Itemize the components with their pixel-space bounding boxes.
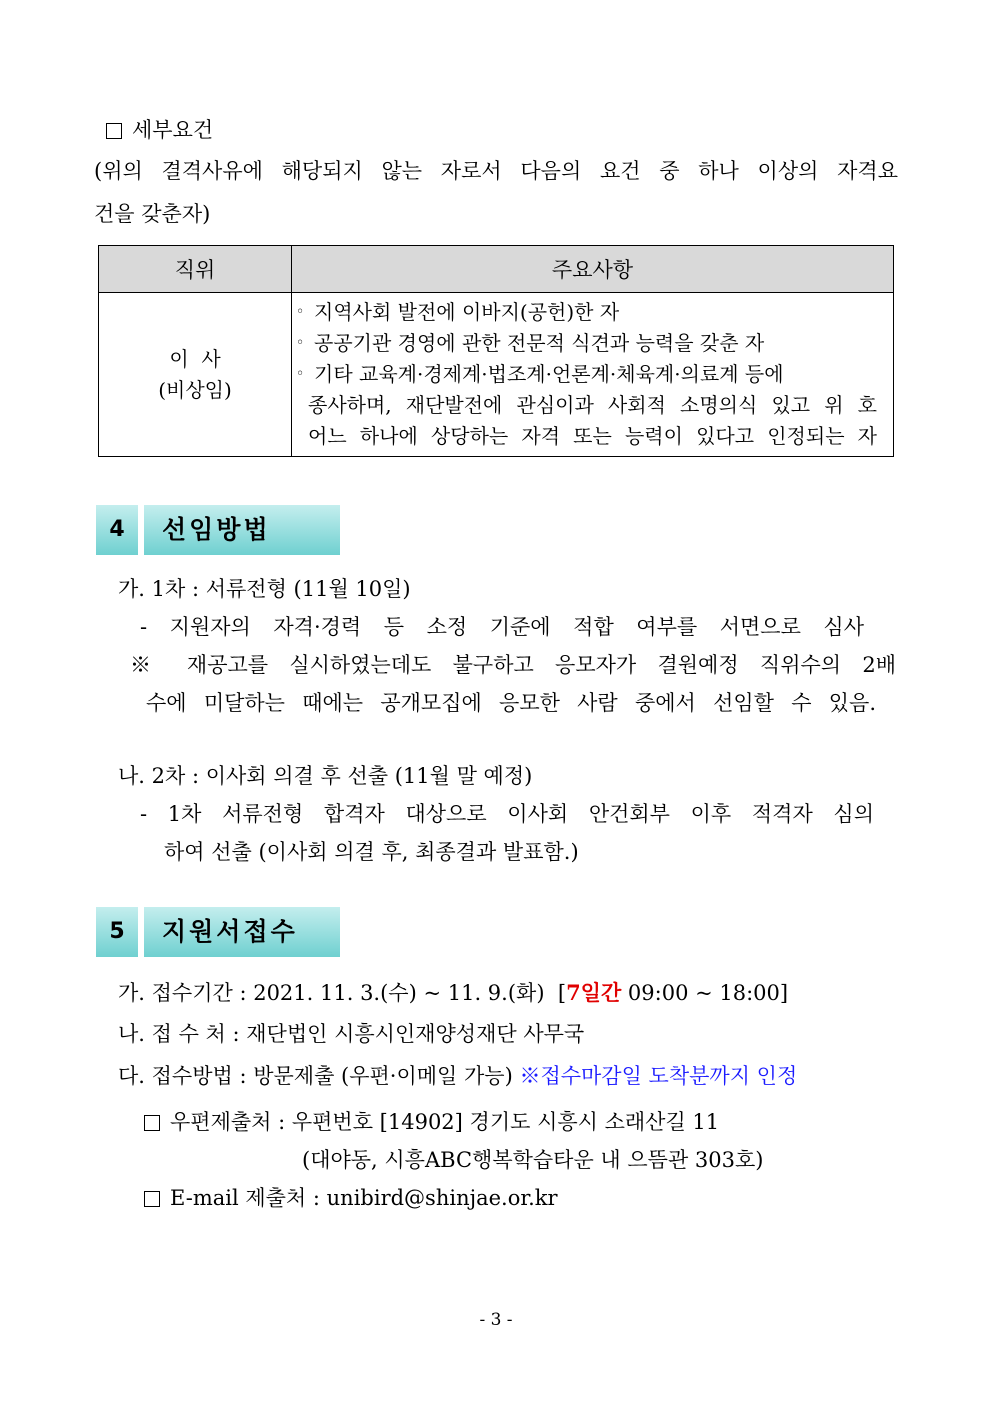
list-item-continuation: 어느 하나에 상당하는 자격 또는 능력이 있다고 인정되는 자 xyxy=(308,424,877,448)
selection-step2-detail1: - 1차 서류전형 합격자 대상으로 이사회 안건회부 이후 적격자 심의 xyxy=(140,802,874,826)
table-header-row xyxy=(99,246,894,293)
deadline-note: ※접수마감일 도착분까지 인정 xyxy=(519,1064,798,1088)
header-position: 직위 xyxy=(99,246,292,293)
header-main-items: 주요사항 xyxy=(292,246,894,293)
circle-bullet-icon: ◦ xyxy=(296,304,305,320)
list-item-continuation: 종사하며, 재단발전에 관심이과 사회적 소명의식 있고 위 호 xyxy=(308,393,877,417)
section-title: 선임방법 xyxy=(144,505,340,555)
selection-step2: 나. 2차 : 이사회 의결 후 선출 (11월 말 예정) xyxy=(118,764,533,788)
requirements-table xyxy=(98,245,894,457)
table-row xyxy=(99,293,894,457)
list-item: ◦ 기타 교육계·경제계·법조계·언론계·체육계·의료계 등에 xyxy=(296,359,877,390)
circle-bullet-icon: ◦ xyxy=(296,366,305,382)
section-number: 4 xyxy=(96,505,138,555)
position-type: (비상임) xyxy=(158,377,232,402)
selection-note-line2: 수에 미달하는 때에는 공개모집에 응모한 사람 중에서 선임할 수 있음. xyxy=(146,691,876,715)
selection-step1-detail: - 지원자의 자격·경력 등 소정 기준에 적합 여부를 서면으로 심사 xyxy=(140,615,864,639)
checkbox-square-icon xyxy=(144,1191,160,1207)
selection-step2-detail2: 하여 선출 (이사회 의결 후, 최종결과 발표함.) xyxy=(164,840,579,864)
circle-bullet-icon: ◦ xyxy=(296,335,305,351)
section-4-header xyxy=(96,505,340,555)
email-submission: E-mail 제출처 : unibird@shinjae.or.kr xyxy=(144,1185,558,1211)
list-item: ◦ 공공기관 경영에 관한 전문적 식견과 능력을 갖춘 자 xyxy=(296,328,877,359)
list-item: ◦ 지역사회 발전에 이바지(공헌)한 자 xyxy=(296,297,877,328)
application-method: 다. 접수방법 : 방문제출 (우편·이메일 가능) ※접수마감일 도착분까지 인정 xyxy=(118,1064,798,1088)
checkbox-square-icon xyxy=(106,123,122,139)
position-cell xyxy=(99,293,292,457)
section-5-header xyxy=(96,907,340,957)
postal-address-line2: (대야동, 시흥ABC행복학습타운 내 으뜸관 303호) xyxy=(302,1148,764,1172)
section-title: 지원서접수 xyxy=(144,907,340,957)
detail-intro-line1: (위의 결격사유에 해당되지 않는 자로서 다음의 요건 중 하나 이상의 자격요 xyxy=(94,159,898,183)
selection-note-line1: ※ 재공고를 실시하였는데도 불구하고 응모자가 결원예정 직위수의 2배 xyxy=(130,653,896,677)
application-period: 가. 접수기간 : 2021. 11. 3.(수) ~ 11. 9.(화) [7일간 09:00 ~ 18:00] xyxy=(118,980,789,1005)
detail-intro-line2: 건을 갖춘자) xyxy=(94,202,211,226)
application-place: 나. 접 수 처 : 재단법인 시흥시인재양성재단 사무국 xyxy=(118,1022,585,1046)
detail-heading: 세부요건 xyxy=(106,117,213,143)
selection-step1: 가. 1차 : 서류전형 (11월 10일) xyxy=(118,577,411,601)
period-days: 7일간 xyxy=(566,980,622,1005)
checkbox-square-icon xyxy=(144,1115,160,1131)
section-number: 5 xyxy=(96,907,138,957)
requirements-cell xyxy=(292,293,894,457)
position-title: 이 사 xyxy=(169,346,221,371)
page-number: - 3 - xyxy=(479,1310,513,1330)
postal-submission: 우편제출처 : 우편번호 [14902] 경기도 시흥시 소래산길 11 xyxy=(144,1109,719,1135)
